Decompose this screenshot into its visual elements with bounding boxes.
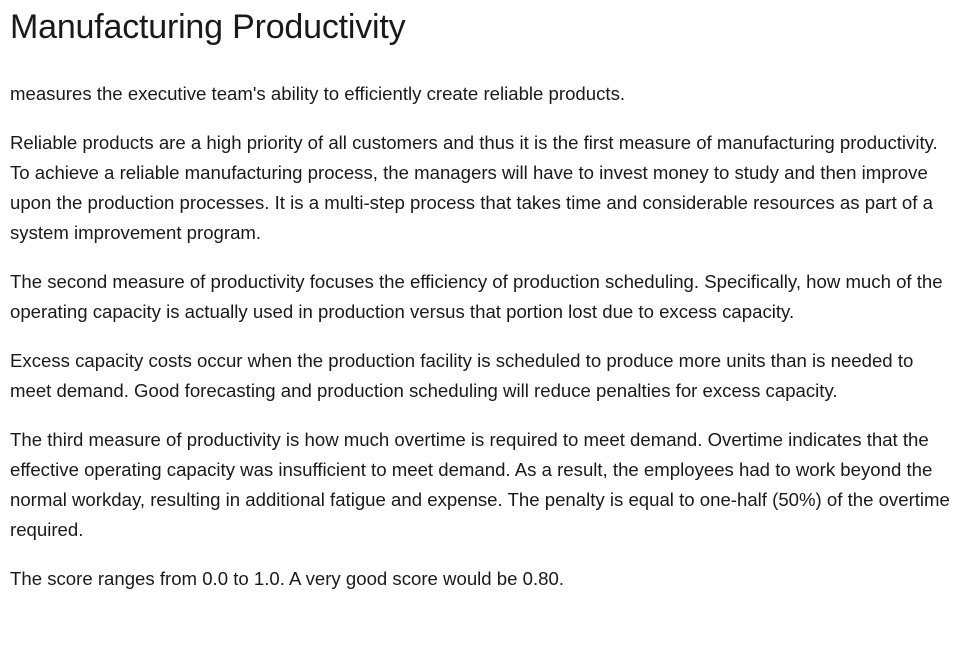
document-page — [10, 0, 956, 594]
overtime-paragraph: The third measure of productivity is how much overtime is required to meet demand. Overtime indicates that the effective operating capacity was insufficient to meet demand. As a result, the employees had to work beyond the normal workday, resulting in additional fatigue and expense. The penalty is equal to one-half (50%) of the overtime required. — [10, 429, 950, 540]
page-title: Manufacturing Productivity — [10, 8, 406, 46]
excess-capacity-paragraph: Excess capacity costs occur when the production facility is scheduled to produce more units than is needed to meet demand. Good forecasting and production scheduling will reduce penalties for excess capacity. — [10, 350, 914, 401]
reliability-paragraph: Reliable products are a high priority of all customers and thus it is the first measure of manufacturing productivity. To achieve a reliable manufacturing process, the managers will have to invest money to study and then improve upon the production processes. It is a multi-step process that takes time and considerable resources as part of a system improvement program. — [10, 132, 938, 243]
scheduling-paragraph: The second measure of productivity focuses the efficiency of production scheduling. Specifically, how much of the operating capacity is actually used in production versus that portion lost due to excess capacity. — [10, 271, 943, 322]
score-range-paragraph: The score ranges from 0.0 to 1.0. A very good score would be 0.80. — [10, 568, 564, 589]
intro-paragraph: measures the executive team's ability to efficiently create reliable products. — [10, 83, 626, 104]
